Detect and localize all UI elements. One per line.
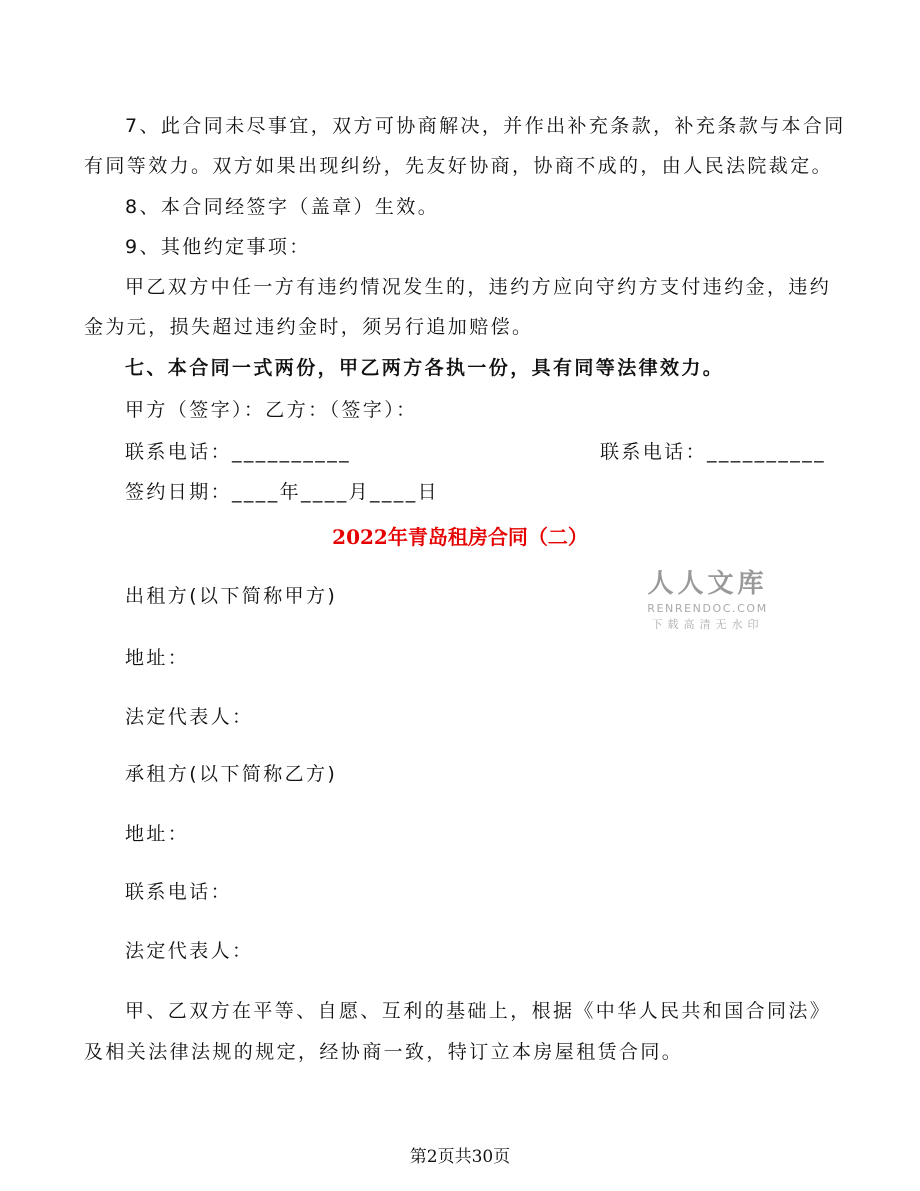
lessee-address: 地址： <box>125 823 190 845</box>
sign-date: 签约日期：____年____月____日 <box>125 481 440 503</box>
watermark-logo <box>640 563 775 632</box>
clause-9-detail-line-1: 甲乙双方中任一方有违约情况发生的，违约方应向守约方支付违约金，违约 <box>125 276 832 298</box>
clause-7-line-1: 7、此合同未尽事宜，双方可协商解决，并作出补充条款，补充条款与本合同 <box>125 115 846 137</box>
phone-right: 联系电话：__________ <box>600 441 827 463</box>
clause-7-line-2: 有同等效力。双方如果出现纠纷，先友好协商，协商不成的，由人民法院裁定。 <box>84 155 834 177</box>
intro-line-1: 甲、乙双方在平等、自愿、互利的基础上，根据《中华人民共和国合同法》 <box>125 1000 832 1022</box>
section-2-title: 2022年青岛租房合同（二） <box>332 525 588 549</box>
section-7-heading: 七、本合同一式两份，甲乙两方各执一份，具有同等法律效力。 <box>125 357 725 379</box>
lessee-representative: 法定代表人： <box>125 940 254 962</box>
signature-line: 甲方（签字）：乙方：（签字）： <box>125 399 418 421</box>
intro-line-2: 及相关法律法规的规定，经协商一致，特订立本房屋租赁合同。 <box>84 1041 684 1063</box>
clause-8: 8、本合同经签字（盖章）生效。 <box>125 196 440 218</box>
watermark-main: 人人文库 <box>647 569 768 599</box>
lessor-representative: 法定代表人： <box>125 706 254 728</box>
phone-left: 联系电话：__________ <box>125 441 352 463</box>
clause-9-detail-line-2: 金为元，损失超过违约金时，须另行追加赔偿。 <box>84 316 534 338</box>
lessor-address: 地址： <box>125 647 190 669</box>
lessor-label: 出租方(以下简称甲方) <box>125 585 338 607</box>
lessee-phone: 联系电话： <box>125 881 233 903</box>
lessee-label: 承租方(以下简称乙方) <box>125 763 338 785</box>
page-number: 第2页共30页 <box>409 1147 511 1167</box>
watermark-tagline: 下载高清无水印 <box>651 618 764 631</box>
clause-9: 9、其他约定事项： <box>125 236 311 258</box>
watermark-domain: RENRENDOC.COM <box>647 602 768 615</box>
